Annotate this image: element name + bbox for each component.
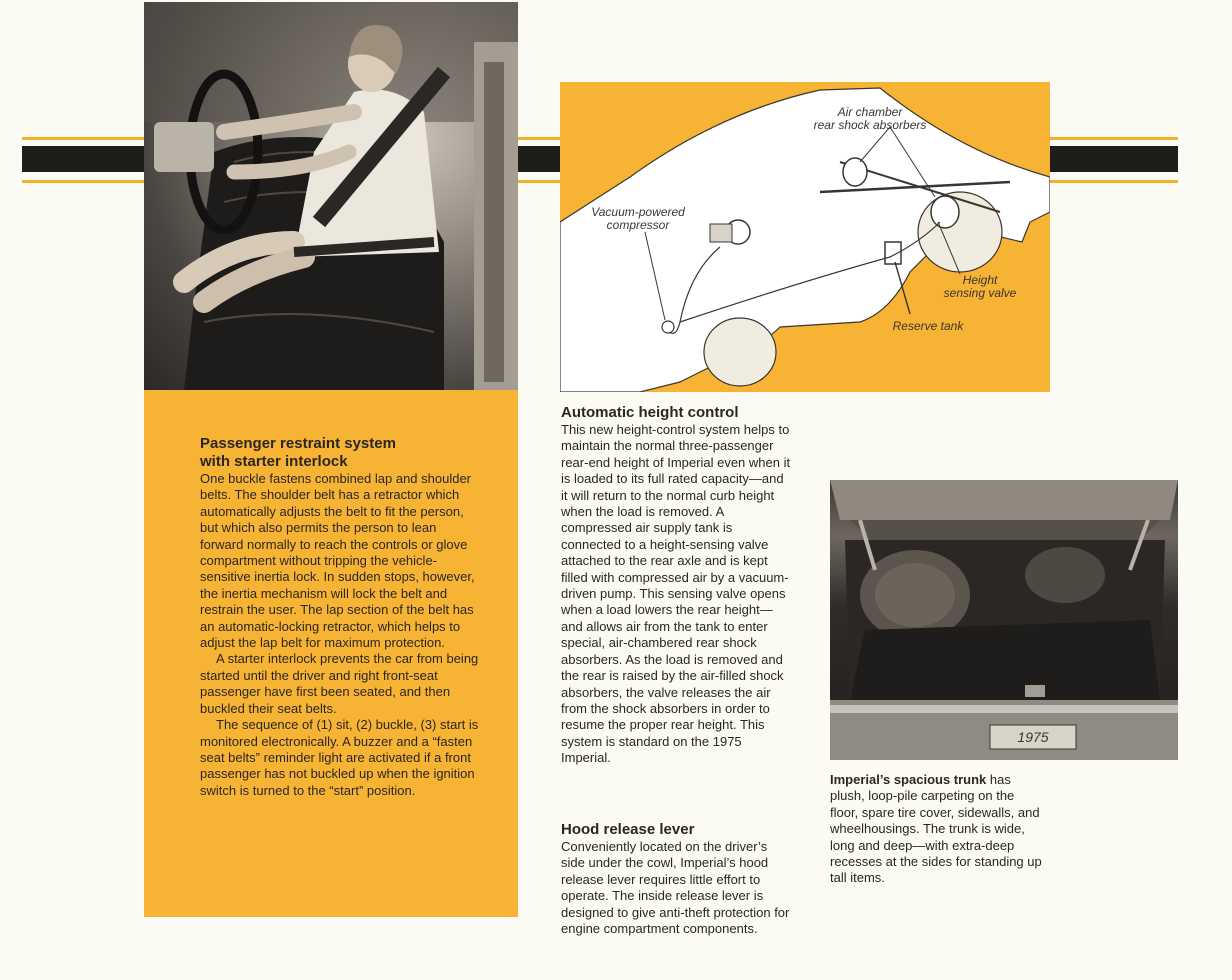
- trunk-photo: [830, 480, 1178, 760]
- driver-seatbelt-photo: [144, 2, 518, 390]
- hood-release-body: Conveniently located on the driver’s side under the cowl, Imperial’s hood release lever requires little effort to operate. The inside release lever is designed to give anti-theft protection for engine compartment components.: [561, 839, 790, 937]
- passenger-restraint-title-line1: Passenger restraint system: [200, 435, 396, 452]
- trunk-caption: [830, 772, 1044, 887]
- height-control-section: [561, 404, 793, 767]
- trunk-photo-illustration: [830, 480, 1178, 760]
- passenger-restraint-paragraph-2: A starter interlock prevents the car from being started until the driver and right front-seat passenger have first been seated, and then buckled their seat belts.: [200, 651, 479, 716]
- stripe-left-top: [22, 137, 144, 140]
- height-control-body: This new height-control system helps to maintain the normal three-passenger rear-end height of Imperial even when it is loaded to its full rated capacity—and it will return to the normal curb height when the load is removed. A compressed air supply tank is connected to a height-sensing valve attached to the rear axle and is kept filled with compressed air by a vacuum-driven pump. This sensing valve opens when a load lowers the rear height—and allows air from the tank to enter special, air-chambered rear shock absorbers. As the load is removed and the rear is raised by the air-filled shock absorbers, the valve releases the air from the shock absorbers in order to resume the proper rear height. This system is standard on the 1975 Imperial.: [561, 422, 791, 766]
- label-compressor-line2: compressor: [606, 218, 670, 232]
- label-air-chamber-line1: Air chamber: [837, 105, 903, 119]
- stripe-mid-bottom: [518, 180, 560, 183]
- stripe-mid-top: [518, 137, 560, 140]
- license-plate-text: 1975: [1017, 729, 1049, 745]
- passenger-restraint-title-line2: with starter interlock: [200, 453, 348, 470]
- stripe-left-bottom: [22, 180, 144, 183]
- trunk-caption-rest: has plush, loop-pile carpeting on the floor, spare tire cover, sidewalls, and wheelhousings. The trunk is wide, long and deep—with extra-deep recesses at the sides for standing up tall items.: [830, 772, 1042, 886]
- driver-photo-illustration: [144, 2, 518, 390]
- label-valve-line1: Height: [962, 273, 998, 287]
- label-valve-line2: sensing valve: [943, 286, 1017, 300]
- label-air-chamber-line2: rear shock absorbers: [813, 118, 927, 132]
- label-height-sensing-valve: [930, 274, 1030, 300]
- passenger-restraint-paragraph-3: The sequence of (1) sit, (2) buckle, (3) start is monitored electronically. A buzzer and a “fasten seat belts” reminder light are activated if a front passenger has not buckled up when the ignition switch is turned to the “start” position.: [200, 717, 479, 798]
- stripe-left-band: [22, 146, 144, 172]
- stripe-mid-band: [518, 146, 560, 172]
- height-control-title: Automatic height control: [561, 404, 739, 421]
- label-air-chamber-shocks: [800, 106, 940, 132]
- height-control-diagram: [560, 82, 1050, 392]
- hood-release-title: Hood release lever: [561, 821, 695, 838]
- hood-release-section: [561, 821, 793, 937]
- stripe-right-band: [1050, 146, 1178, 172]
- stripe-right-bottom: [1050, 180, 1178, 183]
- label-vacuum-compressor: [578, 206, 698, 232]
- stripe-right-top: [1050, 137, 1178, 140]
- label-compressor-line1: Vacuum-powered: [591, 205, 685, 219]
- passenger-restraint-section: [200, 435, 480, 799]
- passenger-restraint-paragraph-1: One buckle fastens combined lap and shoulder belts. The shoulder belt has a retractor which automatically adjusts the belt to fit the person, but which also permits the person to lean forward normally to reach the controls or glove compartment without tripping the vehicle-sensitive inertia lock. In sudden stops, however, the inertia mechanism will lock the belt and restrain the user. The lap section of the belt has an automatic-locking retractor, which helps to adjust the lap belt for maximum protection.: [200, 471, 475, 651]
- label-reserve-tank: Reserve tank: [892, 319, 964, 333]
- trunk-caption-bold: Imperial’s spacious trunk: [830, 772, 987, 787]
